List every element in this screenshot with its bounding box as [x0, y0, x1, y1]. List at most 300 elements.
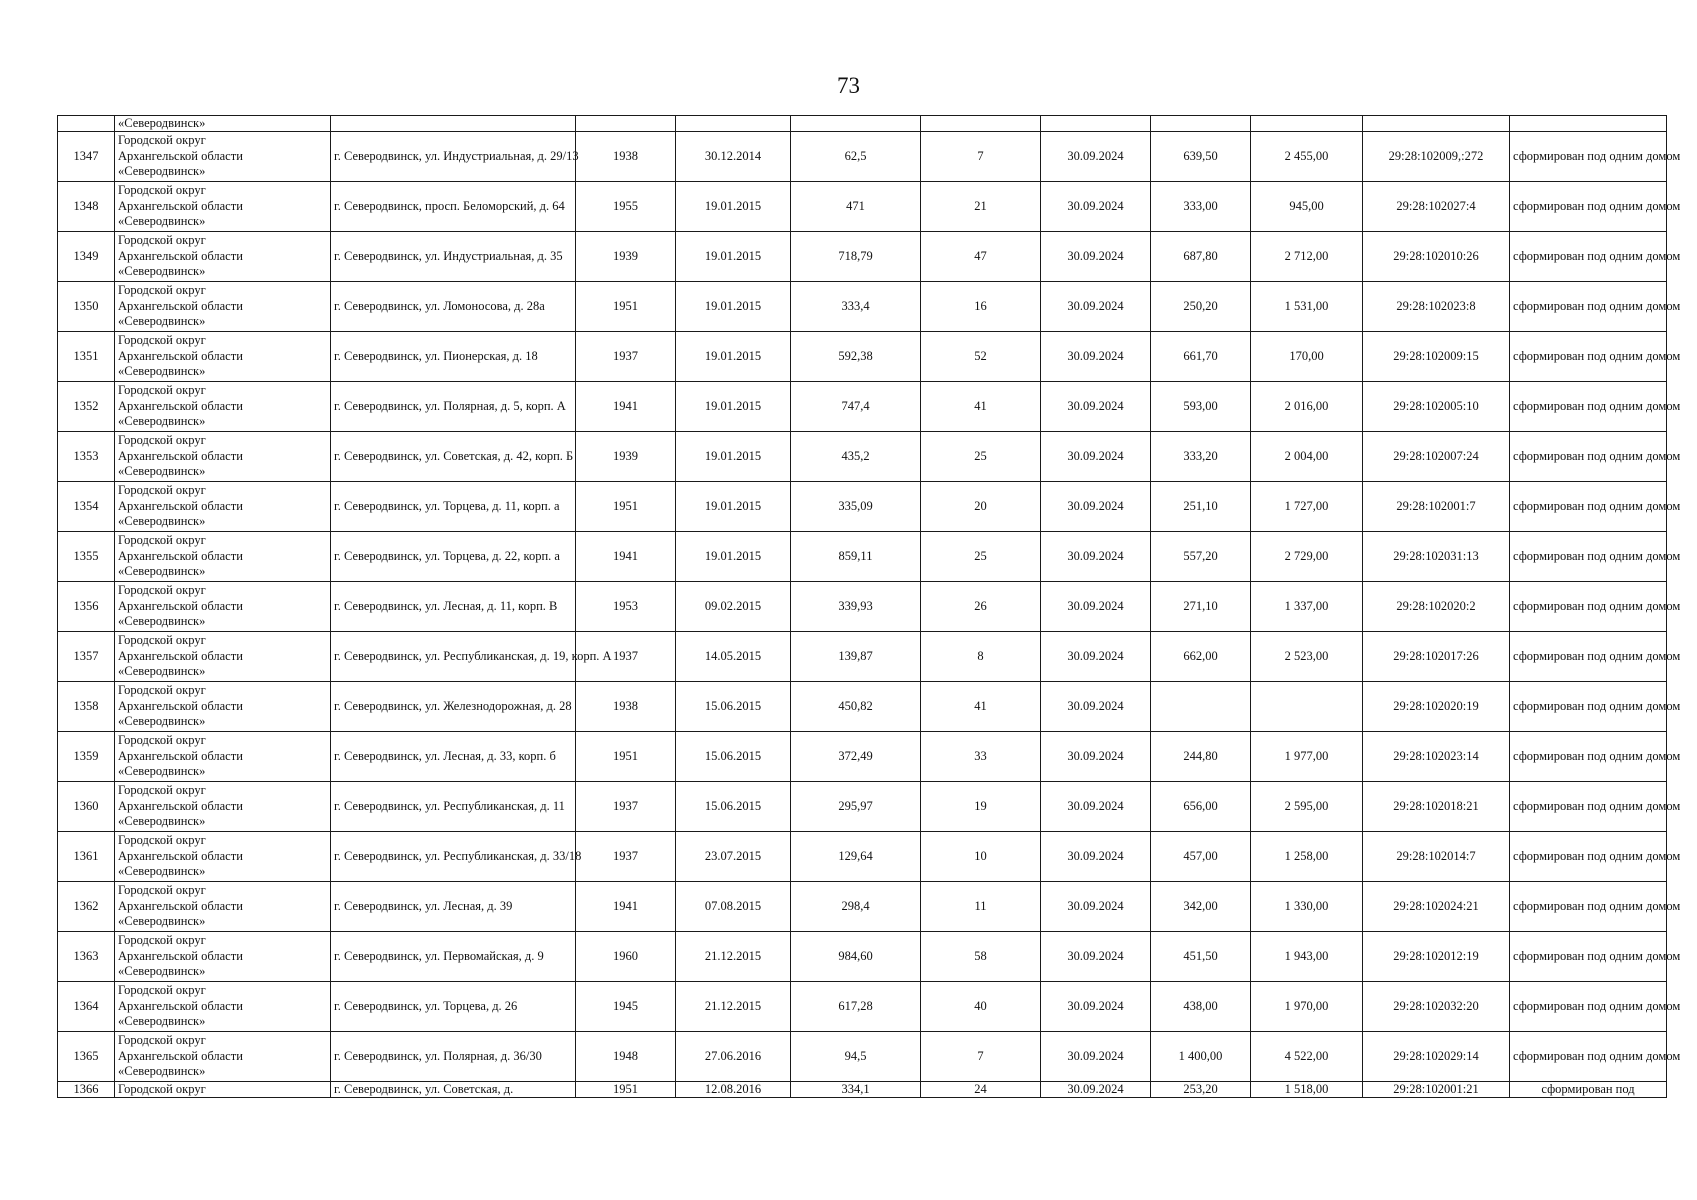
cell-cadastral: 29:28:102027:4 [1363, 182, 1510, 232]
cell-address: г. Северодвинск, ул. Железнодорожная, д. 28 [331, 682, 576, 732]
table-row [58, 682, 1667, 732]
cell-address: г. Северодвинск, ул. Первомайская, д. 9 [331, 932, 576, 982]
cell-note: сформирован под одним домом [1510, 532, 1667, 582]
cell-address: г. Северодвинск, ул. Пионерская, д. 18 [331, 332, 576, 382]
cell-count: 19 [921, 782, 1041, 832]
owner-line: Архангельской области [118, 498, 243, 513]
cell-address: г. Северодвинск, ул. Ломоносова, д. 28а [331, 282, 576, 332]
cell-area [791, 116, 921, 132]
cell-owner [115, 182, 331, 232]
owner-line: «Северодвинск» [118, 214, 206, 229]
cell-num: 1364 [58, 982, 115, 1032]
cell-date: 21.12.2015 [676, 932, 791, 982]
cell-address: г. Северодвинск, ул. Полярная, д. 36/30 [331, 1032, 576, 1082]
cell-owner [115, 832, 331, 882]
cell-count: 25 [921, 532, 1041, 582]
owner-line: Городской округ [118, 433, 206, 448]
cell-date2: 30.09.2024 [1041, 1032, 1151, 1082]
owner-line: «Северодвинск» [118, 864, 206, 879]
cell-note: сформирован под одним домом [1510, 882, 1667, 932]
cell-cadastral: 29:28:102023:14 [1363, 732, 1510, 782]
cell-value1: 451,50 [1151, 932, 1251, 982]
cell-owner [115, 332, 331, 382]
cell-note: сформирован под одним домом [1510, 582, 1667, 632]
cell-owner [115, 482, 331, 532]
cell-date2: 30.09.2024 [1041, 632, 1151, 682]
cell-value1: 438,00 [1151, 982, 1251, 1032]
table-row-partial [58, 1082, 1667, 1098]
cell-address: г. Северодвинск, ул. Лесная, д. 39 [331, 882, 576, 932]
cell-value1: 244,80 [1151, 732, 1251, 782]
cell-date: 15.06.2015 [676, 732, 791, 782]
owner-line: Архангельской области [118, 148, 243, 163]
owner-line: «Северодвинск» [118, 164, 206, 179]
cell-num: 1355 [58, 532, 115, 582]
cell-area: 617,28 [791, 982, 921, 1032]
owner-line: Архангельской области [118, 848, 243, 863]
cell-value2: 2 523,00 [1251, 632, 1363, 682]
owner-line: Городской округ [118, 533, 206, 548]
cell-num: 1354 [58, 482, 115, 532]
owner-line: Архангельской области [118, 698, 243, 713]
cell-year: 1938 [576, 132, 676, 182]
cell-date2: 30.09.2024 [1041, 382, 1151, 432]
cell-year: 1937 [576, 832, 676, 882]
cell-value2: 1 258,00 [1251, 832, 1363, 882]
cell-address: г. Северодвинск, ул. Лесная, д. 11, корп. В [331, 582, 576, 632]
cell-owner [115, 532, 331, 582]
cell-cadastral: 29:28:102023:8 [1363, 282, 1510, 332]
cell-cadastral: 29:28:102012:19 [1363, 932, 1510, 982]
table-row [58, 882, 1667, 932]
cell-year: 1937 [576, 332, 676, 382]
cell-date2 [1041, 116, 1151, 132]
owner-line: «Северодвинск» [118, 414, 206, 429]
cell-note: сформирован под одним домом [1510, 182, 1667, 232]
cell-owner: «Северодвинск» [115, 116, 331, 132]
cell-owner [115, 1032, 331, 1082]
cell-date: 07.08.2015 [676, 882, 791, 932]
cell-note: сформирован под одним домом [1510, 732, 1667, 782]
owner-line: Архангельской области [118, 298, 243, 313]
cell-date2: 30.09.2024 [1041, 582, 1151, 632]
cell-area: 984,60 [791, 932, 921, 982]
owner-line: Архангельской области [118, 998, 243, 1013]
cell-value2: 4 522,00 [1251, 1032, 1363, 1082]
cell-address: г. Северодвинск, ул. Республиканская, д. 19, корп. А [331, 632, 576, 682]
cell-address: г. Северодвинск, ул. Торцева, д. 22, корп. а [331, 532, 576, 582]
cell-address: г. Северодвинск, ул. Республиканская, д. 11 [331, 782, 576, 832]
cell-date2: 30.09.2024 [1041, 332, 1151, 382]
cell-area: 334,1 [791, 1082, 921, 1098]
owner-line: «Северодвинск» [118, 1014, 206, 1029]
table-row [58, 932, 1667, 982]
cell-date2: 30.09.2024 [1041, 482, 1151, 532]
cell-address: г. Северодвинск, ул. Полярная, д. 5, корп. А [331, 382, 576, 432]
cell-date: 15.06.2015 [676, 682, 791, 732]
cell-area: 139,87 [791, 632, 921, 682]
cell-date2: 30.09.2024 [1041, 232, 1151, 282]
cell-cadastral: 29:28:102005:10 [1363, 382, 1510, 432]
cell-cadastral: 29:28:102014:7 [1363, 832, 1510, 882]
cell-count: 33 [921, 732, 1041, 782]
cell-year: 1951 [576, 282, 676, 332]
table-row [58, 182, 1667, 232]
owner-line: Городской округ [118, 383, 206, 398]
cell-year: 1948 [576, 1032, 676, 1082]
cell-year: 1938 [576, 682, 676, 732]
owner-line: Архангельской области [118, 248, 243, 263]
owner-line: Архангельской области [118, 448, 243, 463]
cell-count: 16 [921, 282, 1041, 332]
owner-line: Архангельской области [118, 648, 243, 663]
cell-num: 1365 [58, 1032, 115, 1082]
owner-line: «Северодвинск» [118, 814, 206, 829]
cell-date: 30.12.2014 [676, 132, 791, 182]
register-table [57, 115, 1681, 1098]
table-row [58, 1032, 1667, 1082]
cell-value2: 2 729,00 [1251, 532, 1363, 582]
cell-value2: 1 330,00 [1251, 882, 1363, 932]
owner-line: «Северодвинск» [118, 964, 206, 979]
cell-count: 7 [921, 1032, 1041, 1082]
cell-value2: 945,00 [1251, 182, 1363, 232]
cell-value2: 2 712,00 [1251, 232, 1363, 282]
cell-date: 14.05.2015 [676, 632, 791, 682]
cell-value1 [1151, 116, 1251, 132]
table-row [58, 482, 1667, 532]
cell-count: 24 [921, 1082, 1041, 1098]
cell-date2: 30.09.2024 [1041, 1082, 1151, 1098]
cell-cadastral: 29:28:102007:24 [1363, 432, 1510, 482]
table-row [58, 582, 1667, 632]
cell-value1: 639,50 [1151, 132, 1251, 182]
cell-num [58, 116, 115, 132]
owner-line: Архангельской области [118, 748, 243, 763]
cell-value2: 2 004,00 [1251, 432, 1363, 482]
cell-owner [115, 682, 331, 732]
owner-line: Архангельской области [118, 598, 243, 613]
owner-line: Городской округ [118, 833, 206, 848]
cell-year: 1941 [576, 882, 676, 932]
cell-note: сформирован под одним домом [1510, 832, 1667, 882]
cell-note: сформирован под одним домом [1510, 432, 1667, 482]
cell-value1: 342,00 [1151, 882, 1251, 932]
owner-line: Городской округ [118, 483, 206, 498]
cell-owner [115, 382, 331, 432]
cell-value1: 333,00 [1151, 182, 1251, 232]
cell-count: 40 [921, 982, 1041, 1032]
cell-date: 21.12.2015 [676, 982, 791, 1032]
cell-owner [115, 782, 331, 832]
table-row [58, 132, 1667, 182]
owner-line: Городской округ [118, 933, 206, 948]
cell-cadastral [1363, 116, 1510, 132]
cell-address: г. Северодвинск, ул. Торцева, д. 11, корп. а [331, 482, 576, 532]
cell-cadastral: 29:28:102001:21 [1363, 1082, 1510, 1098]
table-row [58, 432, 1667, 482]
table-row [58, 332, 1667, 382]
cell-cadastral: 29:28:102031:13 [1363, 532, 1510, 582]
cell-count: 8 [921, 632, 1041, 682]
cell-date: 19.01.2015 [676, 432, 791, 482]
cell-year: 1937 [576, 782, 676, 832]
owner-line: Городской округ [118, 133, 206, 148]
cell-address: г. Северодвинск, ул. Индустриальная, д. 29/13 [331, 132, 576, 182]
cell-value1: 593,00 [1151, 382, 1251, 432]
owner-line: Городской округ [118, 583, 206, 598]
page-number: 73 [837, 73, 860, 98]
cell-date2: 30.09.2024 [1041, 982, 1151, 1032]
cell-value2: 2 455,00 [1251, 132, 1363, 182]
table-row [58, 382, 1667, 432]
cell-owner [115, 582, 331, 632]
cell-note: сформирован под одним домом [1510, 132, 1667, 182]
cell-cadastral: 29:28:102001:7 [1363, 482, 1510, 532]
cell-date2: 30.09.2024 [1041, 782, 1151, 832]
cell-num: 1351 [58, 332, 115, 382]
owner-line: Архангельской области [118, 948, 243, 963]
owner-line: Городской округ [118, 733, 206, 748]
cell-address: г. Северодвинск, ул. Советская, д. 42, корп. Б [331, 432, 576, 482]
owner-line: Архангельской области [118, 398, 243, 413]
cell-note: сформирован под одним домом [1510, 932, 1667, 982]
cell-date2: 30.09.2024 [1041, 132, 1151, 182]
cell-value1: 253,20 [1151, 1082, 1251, 1098]
cell-value1: 687,80 [1151, 232, 1251, 282]
cell-value1: 271,10 [1151, 582, 1251, 632]
cell-cadastral: 29:28:102020:19 [1363, 682, 1510, 732]
cell-value2: 1 337,00 [1251, 582, 1363, 632]
cell-note: сформирован под одним домом [1510, 282, 1667, 332]
cell-address [331, 116, 576, 132]
cell-note: сформирован под одним домом [1510, 332, 1667, 382]
table-body [58, 116, 1681, 1098]
cell-owner [115, 432, 331, 482]
cell-num: 1350 [58, 282, 115, 332]
cell-count: 10 [921, 832, 1041, 882]
cell-date: 19.01.2015 [676, 382, 791, 432]
table-row [58, 832, 1667, 882]
cell-owner [115, 132, 331, 182]
cell-owner [115, 882, 331, 932]
cell-note: сформирован под одним домом [1510, 482, 1667, 532]
cell-note [1510, 116, 1667, 132]
owner-line: Городской округ [118, 233, 206, 248]
cell-num: 1353 [58, 432, 115, 482]
table-row [58, 232, 1667, 282]
cell-owner [115, 732, 331, 782]
owner-line: «Северодвинск» [118, 264, 206, 279]
cell-num: 1349 [58, 232, 115, 282]
cell-value2: 170,00 [1251, 332, 1363, 382]
cell-note: сформирован под одним домом [1510, 232, 1667, 282]
cell-value2: 1 518,00 [1251, 1082, 1363, 1098]
cell-count: 41 [921, 382, 1041, 432]
table-row-continuation [58, 116, 1667, 132]
table-row [58, 782, 1667, 832]
cell-note: сформирован под одним домом [1510, 382, 1667, 432]
cell-date: 19.01.2015 [676, 182, 791, 232]
owner-line: Архангельской области [118, 1048, 243, 1063]
owner-line: Городской округ [118, 283, 206, 298]
cell-note: сформирован под одним домом [1510, 1032, 1667, 1082]
cell-cadastral: 29:28:102018:21 [1363, 782, 1510, 832]
cell-cadastral: 29:28:102010:26 [1363, 232, 1510, 282]
cell-year: 1945 [576, 982, 676, 1032]
cell-note: сформирован под одним домом [1510, 632, 1667, 682]
cell-date2: 30.09.2024 [1041, 432, 1151, 482]
cell-cadastral: 29:28:102009:15 [1363, 332, 1510, 382]
cell-date2: 30.09.2024 [1041, 932, 1151, 982]
cell-cadastral: 29:28:102024:21 [1363, 882, 1510, 932]
cell-count: 47 [921, 232, 1041, 282]
cell-count [921, 116, 1041, 132]
cell-area: 129,64 [791, 832, 921, 882]
owner-line: «Северодвинск» [118, 764, 206, 779]
owner-line: «Северодвинск» [118, 664, 206, 679]
cell-date: 15.06.2015 [676, 782, 791, 832]
cell-owner: Городской округ [115, 1082, 331, 1098]
cell-num: 1352 [58, 382, 115, 432]
owner-line: Городской округ [118, 683, 206, 698]
cell-value1: 662,00 [1151, 632, 1251, 682]
cell-value2 [1251, 116, 1363, 132]
owner-line: Архангельской области [118, 898, 243, 913]
cell-value2: 1 943,00 [1251, 932, 1363, 982]
cell-value1: 457,00 [1151, 832, 1251, 882]
owner-line: «Северодвинск» [118, 614, 206, 629]
cell-address: г. Северодвинск, просп. Беломорский, д. 64 [331, 182, 576, 232]
cell-date2: 30.09.2024 [1041, 282, 1151, 332]
owner-line: «Северодвинск» [118, 1064, 206, 1079]
cell-num: 1348 [58, 182, 115, 232]
owner-line: Архангельской области [118, 198, 243, 213]
cell-year: 1951 [576, 1082, 676, 1098]
cell-date: 19.01.2015 [676, 282, 791, 332]
cell-num: 1357 [58, 632, 115, 682]
cell-area: 718,79 [791, 232, 921, 282]
cell-num: 1358 [58, 682, 115, 732]
cell-date2: 30.09.2024 [1041, 532, 1151, 582]
cell-count: 58 [921, 932, 1041, 982]
cell-date2: 30.09.2024 [1041, 182, 1151, 232]
cell-address: г. Северодвинск, ул. Лесная, д. 33, корп. б [331, 732, 576, 782]
owner-line: Городской округ [118, 783, 206, 798]
cell-area: 471 [791, 182, 921, 232]
cell-value1: 661,70 [1151, 332, 1251, 382]
cell-address: г. Северодвинск, ул. Республиканская, д. 33/18 [331, 832, 576, 882]
cell-area: 859,11 [791, 532, 921, 582]
table-row [58, 732, 1667, 782]
cell-date2: 30.09.2024 [1041, 682, 1151, 732]
cell-value2: 1 531,00 [1251, 282, 1363, 332]
cell-date: 12.08.2016 [676, 1082, 791, 1098]
cell-cadastral: 29:28:102032:20 [1363, 982, 1510, 1032]
owner-line: «Северодвинск» [118, 464, 206, 479]
cell-num: 1360 [58, 782, 115, 832]
cell-value1: 557,20 [1151, 532, 1251, 582]
cell-cadastral: 29:28:102009,:272 [1363, 132, 1510, 182]
cell-count: 20 [921, 482, 1041, 532]
cell-num: 1347 [58, 132, 115, 182]
table-row [58, 532, 1667, 582]
cell-year [576, 116, 676, 132]
cell-date: 19.01.2015 [676, 482, 791, 532]
cell-year: 1960 [576, 932, 676, 982]
cell-date: 27.06.2016 [676, 1032, 791, 1082]
cell-num: 1362 [58, 882, 115, 932]
cell-value1: 1 400,00 [1151, 1032, 1251, 1082]
owner-line: Архангельской области [118, 798, 243, 813]
cell-area: 295,97 [791, 782, 921, 832]
cell-note: сформирован под [1510, 1082, 1667, 1098]
cell-cadastral: 29:28:102020:2 [1363, 582, 1510, 632]
cell-note: сформирован под одним домом [1510, 782, 1667, 832]
cell-value2: 1 727,00 [1251, 482, 1363, 532]
cell-date2: 30.09.2024 [1041, 882, 1151, 932]
table-row [58, 632, 1667, 682]
cell-count: 41 [921, 682, 1041, 732]
cell-note: сформирован под одним домом [1510, 982, 1667, 1032]
cell-value1: 333,20 [1151, 432, 1251, 482]
cell-value1: 250,20 [1151, 282, 1251, 332]
register-table-wrapper [57, 115, 1681, 1098]
cell-owner [115, 232, 331, 282]
cell-year: 1939 [576, 232, 676, 282]
cell-date2: 30.09.2024 [1041, 732, 1151, 782]
cell-area: 372,49 [791, 732, 921, 782]
cell-num: 1359 [58, 732, 115, 782]
cell-area: 333,4 [791, 282, 921, 332]
owner-line: Городской округ [118, 333, 206, 348]
owner-line: Городской округ [118, 883, 206, 898]
cell-date: 19.01.2015 [676, 332, 791, 382]
owner-line: «Северодвинск» [118, 914, 206, 929]
cell-count: 52 [921, 332, 1041, 382]
cell-year: 1941 [576, 382, 676, 432]
cell-year: 1951 [576, 482, 676, 532]
cell-year: 1955 [576, 182, 676, 232]
cell-date: 19.01.2015 [676, 532, 791, 582]
cell-value2: 1 970,00 [1251, 982, 1363, 1032]
cell-area: 94,5 [791, 1032, 921, 1082]
owner-line: Городской округ [118, 183, 206, 198]
cell-owner [115, 932, 331, 982]
cell-count: 25 [921, 432, 1041, 482]
owner-line: «Северодвинск» [118, 514, 206, 529]
cell-area: 298,4 [791, 882, 921, 932]
table-row [58, 982, 1667, 1032]
cell-year: 1937 [576, 632, 676, 682]
cell-count: 21 [921, 182, 1041, 232]
cell-date2: 30.09.2024 [1041, 832, 1151, 882]
owner-line: Городской округ [118, 633, 206, 648]
cell-num: 1366 [58, 1082, 115, 1098]
cell-area: 335,09 [791, 482, 921, 532]
cell-area: 450,82 [791, 682, 921, 732]
table-row [58, 282, 1667, 332]
cell-value1 [1151, 682, 1251, 732]
cell-area: 339,93 [791, 582, 921, 632]
owner-line: Архангельской области [118, 548, 243, 563]
cell-date [676, 116, 791, 132]
cell-cadastral: 29:28:102029:14 [1363, 1032, 1510, 1082]
cell-area: 747,4 [791, 382, 921, 432]
cell-value2: 2 016,00 [1251, 382, 1363, 432]
cell-year: 1951 [576, 732, 676, 782]
cell-count: 11 [921, 882, 1041, 932]
